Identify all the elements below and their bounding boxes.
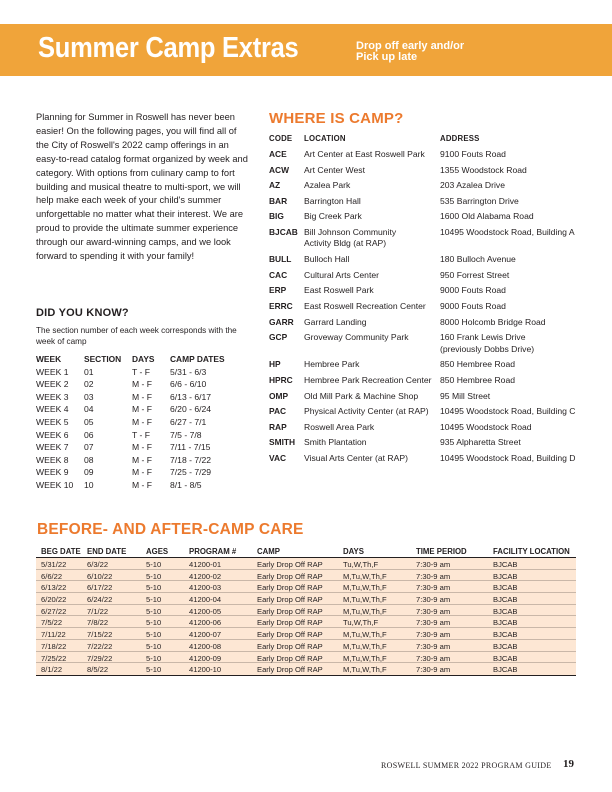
location-name — [304, 332, 409, 344]
location-name-line: Art Center West — [304, 164, 365, 175]
time-period-cell: 7:30-9 am — [416, 560, 451, 569]
ages-cell: 5-10 — [146, 583, 162, 593]
days-cell: M,Tu,W,Th,F — [343, 606, 387, 616]
care-header-beg-date: BEG DATE — [41, 547, 81, 556]
end-date-cell: 7/15/22 — [87, 630, 113, 640]
location-address-line: 9100 Fouts Road — [440, 149, 506, 159]
section-cell: 09 — [84, 467, 94, 478]
location-name-line: Roswell Area Park — [304, 421, 375, 432]
location-name — [304, 254, 349, 266]
facility-cell: BJCAB — [493, 630, 518, 640]
location-name — [304, 165, 365, 177]
location-name — [304, 180, 350, 192]
program-number-cell: 41200-06 — [189, 618, 222, 628]
beg-date-cell: 6/6/22 — [41, 571, 63, 581]
camp-care-row — [36, 605, 576, 617]
time-period-cell: 7:30-9 am — [416, 571, 451, 581]
days-cell: M,Tu,W,Th,F — [343, 630, 387, 640]
program-number-cell: 41200-01 — [189, 560, 222, 569]
location-name — [304, 422, 374, 434]
section-cell: 08 — [84, 454, 94, 465]
location-name — [304, 359, 359, 371]
guide-footer: ROSWELL SUMMER 2022 PROGRAM GUIDE — [381, 761, 552, 770]
location-address — [440, 254, 516, 266]
camp-cell: Early Drop Off RAP — [257, 653, 323, 663]
ages-cell: 5-10 — [146, 665, 162, 675]
days-cell: M - F — [132, 479, 153, 490]
location-address — [440, 422, 532, 434]
days-cell: M,Tu,W,Th,F — [343, 583, 387, 593]
facility-cell: BJCAB — [493, 653, 518, 663]
location-name — [304, 317, 367, 329]
days-cell: M - F — [132, 442, 153, 453]
week-cell: WEEK 2 — [36, 379, 69, 390]
location-code: BJCAB — [269, 226, 298, 237]
camp-cell: Early Drop Off RAP — [257, 583, 323, 593]
end-date-cell: 7/8/22 — [87, 618, 109, 628]
camp-care-table — [36, 546, 576, 676]
camp-care-rows — [36, 557, 576, 676]
location-address — [440, 317, 546, 329]
facility-cell: BJCAB — [493, 583, 518, 593]
program-number-cell: 41200-03 — [189, 583, 222, 593]
section-cell: 02 — [84, 379, 94, 390]
location-name — [304, 285, 374, 297]
location-name-line: Groveway Community Park — [304, 332, 409, 343]
program-number-cell: 41200-09 — [189, 653, 222, 663]
location-name — [304, 211, 362, 223]
end-date-cell: 7/22/22 — [87, 641, 113, 651]
days-cell: M,Tu,W,Th,F — [343, 571, 387, 581]
page-title: Summer Camp Extras — [38, 32, 299, 64]
week-cell: WEEK 9 — [36, 467, 69, 478]
location-code: BULL — [269, 254, 292, 265]
camp-care-row — [36, 570, 576, 582]
camp-care-row — [36, 652, 576, 664]
location-code: PAC — [269, 406, 287, 417]
location-name-line: East Roswell Park — [304, 285, 374, 296]
end-date-cell: 7/29/22 — [87, 653, 113, 663]
end-date-cell: 6/17/22 — [87, 583, 113, 593]
facility-cell: BJCAB — [493, 618, 518, 628]
days-cell: M - F — [132, 416, 153, 427]
locations-header-location: LOCATION — [304, 134, 346, 143]
location-code: BAR — [269, 195, 288, 206]
location-address-line: 850 Hembree Road — [440, 359, 516, 370]
camp-cell: Early Drop Off RAP — [257, 618, 323, 628]
location-name-line: Hembree Park Recreation Center — [304, 374, 432, 385]
section-cell: 04 — [84, 404, 94, 415]
weeks-header-dates: CAMP DATES — [170, 354, 225, 364]
did-you-know-note: The section number of each week corresponds with the week of camp — [36, 326, 237, 346]
location-code: AZ — [269, 180, 281, 191]
location-address — [440, 196, 519, 208]
days-cell: M - F — [132, 391, 153, 402]
care-header-ages: AGES — [146, 547, 169, 556]
care-header-facility: FACILITY LOCATION — [493, 547, 570, 556]
locations-header-code: CODE — [269, 134, 293, 143]
program-number-cell: 41200-05 — [189, 606, 222, 616]
section-cell: 01 — [84, 366, 94, 377]
location-code: ERRC — [269, 300, 293, 311]
week-cell: WEEK 1 — [36, 366, 69, 377]
end-date-cell: 8/5/22 — [87, 665, 109, 675]
time-period-cell: 7:30-9 am — [416, 583, 451, 593]
facility-cell: BJCAB — [493, 571, 518, 581]
location-code: HP — [269, 359, 281, 370]
days-cell: Tu,W,Th,F — [343, 618, 379, 628]
time-period-cell: 7:30-9 am — [416, 653, 451, 663]
page-number: 19 — [563, 758, 574, 770]
care-header-program: PROGRAM # — [189, 547, 237, 556]
location-name — [304, 196, 361, 208]
beg-date-cell: 7/5/22 — [41, 618, 63, 628]
location-name — [304, 375, 432, 387]
location-address — [440, 211, 534, 223]
location-code: HPRC — [269, 374, 293, 385]
days-cell: Tu,W,Th,F — [343, 560, 379, 569]
section-cell: 05 — [84, 416, 94, 427]
location-name — [304, 301, 426, 313]
section-cell: 10 — [84, 479, 94, 490]
section-cell: 06 — [84, 429, 94, 440]
time-period-cell: 7:30-9 am — [416, 630, 451, 640]
location-address — [440, 270, 509, 282]
location-name — [304, 437, 367, 449]
location-address — [440, 285, 506, 297]
location-address — [440, 332, 534, 355]
camp-care-row — [36, 593, 576, 605]
program-number-cell: 41200-08 — [189, 641, 222, 651]
location-name-line: Barrington Hall — [304, 195, 361, 206]
time-period-cell: 7:30-9 am — [416, 606, 451, 616]
camp-cell: Early Drop Off RAP — [257, 560, 323, 569]
location-code: GCP — [269, 332, 288, 343]
camp-care-header — [36, 546, 576, 557]
ages-cell: 5-10 — [146, 630, 162, 640]
camp-cell: Early Drop Off RAP — [257, 641, 323, 651]
days-cell: M,Tu,W,Th,F — [343, 665, 387, 675]
banner-subtitle-line-1: Drop off early and/or — [356, 40, 465, 52]
camp-dates-cell: 6/20 - 6/24 — [170, 404, 212, 415]
location-name-line: Garrard Landing — [304, 316, 367, 327]
title-banner — [0, 24, 612, 76]
location-address-line: 935 Alpharetta Street — [440, 437, 521, 448]
location-code: VAC — [269, 452, 287, 463]
ages-cell: 5-10 — [146, 560, 162, 569]
week-cell: WEEK 4 — [36, 404, 69, 415]
beg-date-cell: 7/11/22 — [41, 630, 66, 640]
camp-dates-cell: 6/13 - 6/17 — [170, 391, 212, 402]
location-name — [304, 149, 425, 161]
ages-cell: 5-10 — [146, 571, 162, 581]
ages-cell: 5-10 — [146, 641, 162, 651]
location-name-line: Smith Plantation — [304, 437, 367, 448]
location-address-line: 95 Mill Street — [440, 390, 491, 401]
program-number-cell: 41200-10 — [189, 665, 222, 675]
banner-subtitle — [356, 41, 464, 63]
location-name — [304, 406, 429, 418]
camp-dates-cell: 8/1 - 8/5 — [170, 479, 202, 490]
end-date-cell: 7/1/22 — [87, 606, 109, 616]
location-address — [440, 165, 527, 177]
program-number-cell: 41200-04 — [189, 595, 222, 605]
care-header-end-date: END DATE — [87, 547, 127, 556]
location-address — [440, 301, 506, 313]
time-period-cell: 7:30-9 am — [416, 641, 451, 651]
beg-date-cell: 6/20/22 — [41, 595, 67, 605]
facility-cell: BJCAB — [493, 595, 518, 605]
location-address — [440, 391, 490, 403]
location-address-line: 950 Forrest Street — [440, 269, 510, 280]
end-date-cell: 6/24/22 — [87, 595, 113, 605]
beg-date-cell: 6/13/22 — [41, 583, 67, 593]
days-cell: T - F — [132, 366, 150, 377]
location-code: OMP — [269, 390, 289, 401]
time-period-cell: 7:30-9 am — [416, 595, 451, 605]
camp-care-row — [36, 628, 576, 640]
section-cell: 03 — [84, 391, 94, 402]
location-address — [440, 375, 515, 387]
location-name — [304, 453, 408, 465]
facility-cell: BJCAB — [493, 560, 518, 569]
care-header-camp: CAMP — [257, 547, 280, 556]
beg-date-cell: 8/1/22 — [41, 665, 63, 675]
banner-subtitle-line-2: Pick up late — [356, 51, 418, 63]
days-cell: M - F — [132, 404, 153, 415]
weeks-header-section: SECTION — [84, 354, 122, 364]
location-name-line: Bill Johnson Community — [304, 226, 397, 237]
camp-dates-cell: 6/6 - 6/10 — [170, 379, 207, 390]
location-name — [304, 270, 379, 282]
location-address-line: 9000 Fouts Road — [440, 300, 506, 311]
camp-cell: Early Drop Off RAP — [257, 595, 323, 605]
location-address-line: 160 Frank Lewis Drive — [440, 332, 526, 343]
facility-cell: BJCAB — [493, 606, 518, 616]
camp-cell: Early Drop Off RAP — [257, 571, 323, 581]
week-cell: WEEK 10 — [36, 479, 74, 490]
beg-date-cell: 5/31/22 — [41, 560, 67, 569]
camp-dates-cell: 7/18 - 7/22 — [170, 454, 212, 465]
time-period-cell: 7:30-9 am — [416, 618, 451, 628]
days-cell: M - F — [132, 454, 153, 465]
location-address-line: 535 Barrington Drive — [440, 195, 519, 206]
weeks-header-days: DAYS — [132, 354, 155, 364]
camp-dates-cell: 7/5 - 7/8 — [170, 429, 202, 440]
location-code: RAP — [269, 421, 287, 432]
ages-cell: 5-10 — [146, 595, 162, 605]
days-cell: M - F — [132, 379, 153, 390]
location-address — [440, 359, 515, 371]
location-name-line: Cultural Arts Center — [304, 269, 379, 280]
location-address-line: 1355 Woodstock Road — [440, 164, 527, 175]
section-cell: 07 — [84, 442, 94, 453]
camp-care-row — [36, 558, 576, 570]
camp-care-row — [36, 616, 576, 628]
location-name-line: Art Center at East Roswell Park — [304, 149, 425, 159]
location-code: ACE — [269, 149, 287, 159]
location-address — [440, 453, 576, 465]
camp-care-row — [36, 640, 576, 652]
location-code: ERP — [269, 285, 287, 296]
location-code: ACW — [269, 164, 290, 175]
camp-cell: Early Drop Off RAP — [257, 665, 323, 675]
facility-cell: BJCAB — [493, 665, 518, 675]
locations-header-address: ADDRESS — [440, 134, 480, 143]
location-address — [440, 437, 521, 449]
camp-dates-cell: 6/27 - 7/1 — [170, 416, 207, 427]
ages-cell: 5-10 — [146, 606, 162, 616]
did-you-know-heading: DID YOU KNOW? — [36, 307, 129, 319]
beg-date-cell: 7/25/22 — [41, 653, 67, 663]
location-address — [440, 406, 576, 418]
ages-cell: 5-10 — [146, 653, 162, 663]
location-code: CAC — [269, 269, 288, 280]
care-header-days: DAYS — [343, 547, 364, 556]
location-address-line: 10495 Woodstock Road, Building D — [440, 452, 576, 463]
end-date-cell: 6/10/22 — [87, 571, 113, 581]
location-address-line: 8000 Holcomb Bridge Road — [440, 316, 546, 327]
location-name-line: Hembree Park — [304, 359, 360, 370]
location-address — [440, 227, 575, 239]
days-cell: M,Tu,W,Th,F — [343, 653, 387, 663]
location-name-line: Old Mill Park & Machine Shop — [304, 390, 419, 401]
location-address-line: (previously Dobbs Drive) — [440, 343, 535, 354]
week-cell: WEEK 8 — [36, 454, 69, 465]
location-name-line: Azalea Park — [304, 180, 351, 191]
location-address-line: 203 Azalea Drive — [440, 180, 505, 191]
location-address-line: 10495 Woodstock Road — [440, 421, 532, 432]
location-name — [304, 227, 396, 250]
days-cell: M,Tu,W,Th,F — [343, 641, 387, 651]
location-code: SMITH — [269, 437, 296, 448]
week-cell: WEEK 6 — [36, 429, 69, 440]
location-address-line: 850 Hembree Road — [440, 374, 516, 385]
location-address-line: 180 Bulloch Avenue — [440, 254, 516, 265]
location-code: BIG — [269, 211, 284, 222]
care-header-time: TIME PERIOD — [416, 547, 467, 556]
location-name-line: Activity Bldg (at RAP) — [304, 238, 387, 249]
week-cell: WEEK 5 — [36, 416, 69, 427]
beg-date-cell: 7/18/22 — [41, 641, 67, 651]
camp-care-heading: BEFORE- AND AFTER-CAMP CARE — [37, 521, 304, 538]
location-address-line: 10495 Woodstock Road, Building A — [440, 226, 575, 237]
location-address-line: 1600 Old Alabama Road — [440, 211, 534, 222]
camp-dates-cell: 7/25 - 7/29 — [170, 467, 212, 478]
time-period-cell: 7:30-9 am — [416, 665, 451, 675]
beg-date-cell: 6/27/22 — [41, 606, 67, 616]
camp-dates-cell: 7/11 - 7/15 — [170, 442, 211, 453]
where-is-camp-heading: WHERE IS CAMP? — [269, 110, 404, 127]
location-name-line: Physical Activity Center (at RAP) — [304, 406, 429, 417]
camp-care-row — [36, 663, 576, 675]
camp-dates-cell: 5/31 - 6/3 — [170, 366, 207, 377]
facility-cell: BJCAB — [493, 641, 518, 651]
intro-paragraph: Planning for Summer in Roswell has never been easier! On the following pages, you will find all of the City of Roswell's 2022 camp offerings in an easy-to-read catalog format organized by week and category. With options from culinary camp to fort building and musical theatre to multi-sport, we will help make each week of your child's summer unforgettable no matter what their interest. We are proud to provide the ultimate summer experience through our award-winning camps, and we look forward to spending it with your family! — [36, 112, 248, 262]
location-address-line: 9000 Fouts Road — [440, 285, 506, 296]
days-cell: T - F — [132, 429, 150, 440]
location-name-line: Visual Arts Center (at RAP) — [304, 452, 408, 463]
ages-cell: 5-10 — [146, 618, 162, 628]
location-name-line: East Roswell Recreation Center — [304, 300, 426, 311]
location-name-line: Bulloch Hall — [304, 254, 350, 265]
week-cell: WEEK 7 — [36, 442, 69, 453]
location-code: GARR — [269, 316, 294, 327]
location-name — [304, 391, 418, 403]
end-date-cell: 6/3/22 — [87, 560, 109, 569]
program-number-cell: 41200-07 — [189, 630, 222, 640]
location-name-line: Big Creek Park — [304, 211, 362, 222]
camp-cell: Early Drop Off RAP — [257, 606, 323, 616]
program-number-cell: 41200-02 — [189, 571, 222, 581]
days-cell: M,Tu,W,Th,F — [343, 595, 387, 605]
location-address — [440, 149, 506, 161]
week-cell: WEEK 3 — [36, 391, 69, 402]
camp-cell: Early Drop Off RAP — [257, 630, 323, 640]
location-address — [440, 180, 505, 192]
location-address-line: 10495 Woodstock Road, Building C — [440, 406, 576, 417]
camp-care-row — [36, 581, 576, 593]
days-cell: M - F — [132, 467, 153, 478]
weeks-header-week: WEEK — [36, 354, 62, 364]
